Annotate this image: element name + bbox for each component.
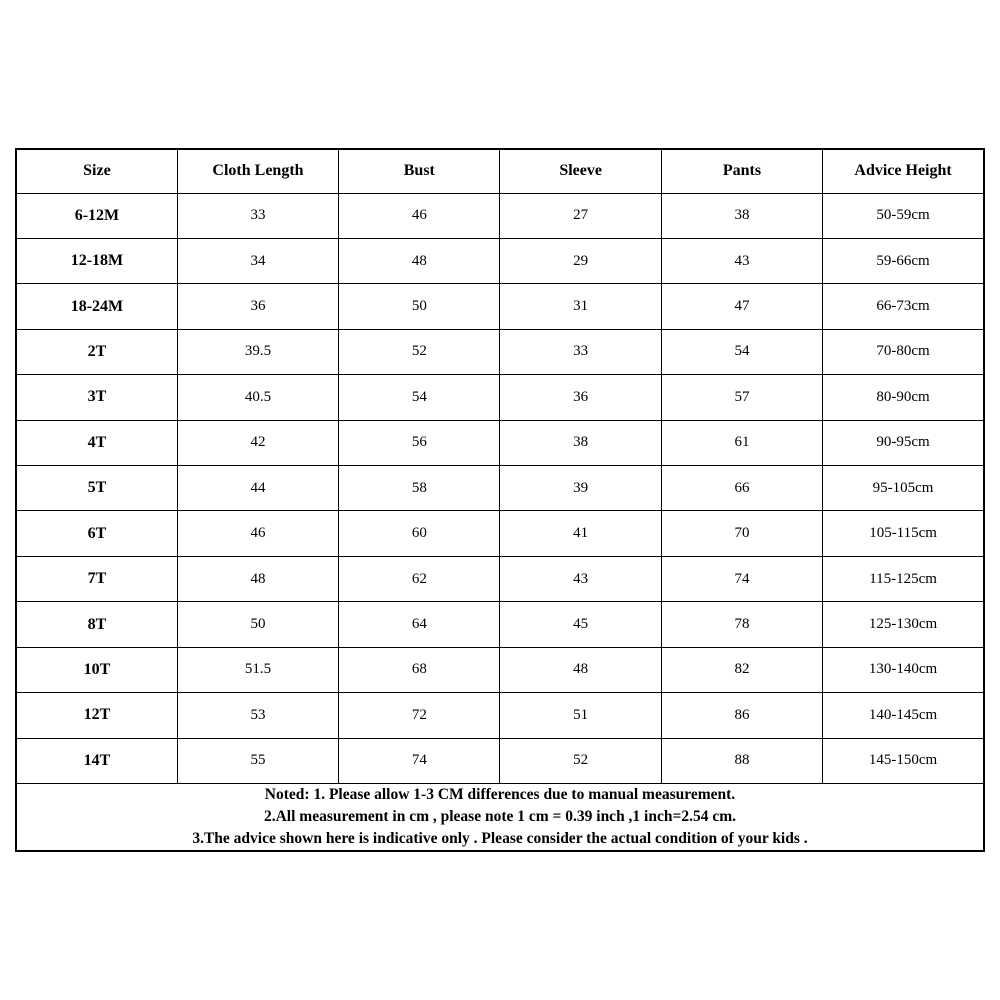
column-header-bust: Bust: [339, 149, 500, 193]
value-cell: 72: [339, 693, 500, 738]
value-cell: 48: [339, 238, 500, 283]
table-row: [16, 693, 984, 738]
size-cell: 10T: [16, 647, 177, 692]
value-cell: 36: [177, 284, 338, 329]
size-cell: 8T: [16, 602, 177, 647]
value-cell: 105-115cm: [823, 511, 984, 556]
value-cell: 45: [500, 602, 661, 647]
value-cell: 56: [339, 420, 500, 465]
value-cell: 51.5: [177, 647, 338, 692]
size-cell: 14T: [16, 738, 177, 783]
column-header-size: Size: [16, 149, 177, 193]
value-cell: 43: [661, 238, 822, 283]
value-cell: 130-140cm: [823, 647, 984, 692]
value-cell: 59-66cm: [823, 238, 984, 283]
size-chart-table: [15, 148, 985, 852]
value-cell: 115-125cm: [823, 556, 984, 601]
size-table-footer: [16, 784, 984, 852]
table-row: [16, 375, 984, 420]
value-cell: 74: [339, 738, 500, 783]
size-cell: 18-24M: [16, 284, 177, 329]
size-table-body: [16, 193, 984, 784]
size-cell: 3T: [16, 375, 177, 420]
value-cell: 53: [177, 693, 338, 738]
size-cell: 12T: [16, 693, 177, 738]
value-cell: 42: [177, 420, 338, 465]
value-cell: 125-130cm: [823, 602, 984, 647]
value-cell: 70: [661, 511, 822, 556]
value-cell: 38: [661, 193, 822, 238]
value-cell: 39: [500, 466, 661, 511]
value-cell: 86: [661, 693, 822, 738]
value-cell: 55: [177, 738, 338, 783]
size-cell: 12-18M: [16, 238, 177, 283]
value-cell: 29: [500, 238, 661, 283]
value-cell: 50: [177, 602, 338, 647]
column-header-sleeve: Sleeve: [500, 149, 661, 193]
value-cell: 50: [339, 284, 500, 329]
value-cell: 43: [500, 556, 661, 601]
table-row: [16, 284, 984, 329]
value-cell: 74: [661, 556, 822, 601]
column-header-pants: Pants: [661, 149, 822, 193]
value-cell: 27: [500, 193, 661, 238]
note-line-1: Noted: 1. Please allow 1-3 CM differences due to manual measurement.: [264, 786, 736, 803]
value-cell: 40.5: [177, 375, 338, 420]
value-cell: 58: [339, 466, 500, 511]
value-cell: 36: [500, 375, 661, 420]
value-cell: 66-73cm: [823, 284, 984, 329]
value-cell: 52: [339, 329, 500, 374]
table-row: [16, 193, 984, 238]
size-cell: 7T: [16, 556, 177, 601]
value-cell: 38: [500, 420, 661, 465]
value-cell: 78: [661, 602, 822, 647]
value-cell: 46: [177, 511, 338, 556]
size-cell: 2T: [16, 329, 177, 374]
value-cell: 62: [339, 556, 500, 601]
value-cell: 50-59cm: [823, 193, 984, 238]
table-row: [16, 511, 984, 556]
value-cell: 61: [661, 420, 822, 465]
table-row: [16, 466, 984, 511]
table-row: [16, 556, 984, 601]
column-header-advice-height: Advice Height: [823, 149, 984, 193]
value-cell: 41: [500, 511, 661, 556]
value-cell: 80-90cm: [823, 375, 984, 420]
value-cell: 60: [339, 511, 500, 556]
value-cell: 51: [500, 693, 661, 738]
value-cell: 145-150cm: [823, 738, 984, 783]
value-cell: 54: [339, 375, 500, 420]
value-cell: 34: [177, 238, 338, 283]
table-row: [16, 420, 984, 465]
size-cell: 5T: [16, 466, 177, 511]
size-cell: 6T: [16, 511, 177, 556]
value-cell: 68: [339, 647, 500, 692]
value-cell: 95-105cm: [823, 466, 984, 511]
value-cell: 52: [500, 738, 661, 783]
value-cell: 47: [661, 284, 822, 329]
table-row: [16, 602, 984, 647]
value-cell: 46: [339, 193, 500, 238]
value-cell: 33: [177, 193, 338, 238]
value-cell: 31: [500, 284, 661, 329]
value-cell: 90-95cm: [823, 420, 984, 465]
value-cell: 64: [339, 602, 500, 647]
value-cell: 57: [661, 375, 822, 420]
size-cell: 6-12M: [16, 193, 177, 238]
notes-row: [16, 784, 984, 852]
size-table-header: [16, 149, 984, 193]
value-cell: 39.5: [177, 329, 338, 374]
value-cell: 70-80cm: [823, 329, 984, 374]
notes-cell: [16, 784, 984, 852]
note-line-3: 3.The advice shown here is indicative only . Please consider the actual condition of your kids .: [192, 830, 808, 847]
value-cell: 44: [177, 466, 338, 511]
size-cell: 4T: [16, 420, 177, 465]
value-cell: 48: [500, 647, 661, 692]
column-header-cloth-length: Cloth Length: [177, 149, 338, 193]
header-row: [16, 149, 984, 193]
value-cell: 54: [661, 329, 822, 374]
value-cell: 66: [661, 466, 822, 511]
table-row: [16, 329, 984, 374]
value-cell: 140-145cm: [823, 693, 984, 738]
note-line-2: 2.All measurement in cm , please note 1 cm = 0.39 inch ,1 inch=2.54 cm.: [263, 808, 736, 825]
value-cell: 48: [177, 556, 338, 601]
table-row: [16, 647, 984, 692]
value-cell: 33: [500, 329, 661, 374]
table-row: [16, 738, 984, 783]
value-cell: 82: [661, 647, 822, 692]
value-cell: 88: [661, 738, 822, 783]
table-row: [16, 238, 984, 283]
